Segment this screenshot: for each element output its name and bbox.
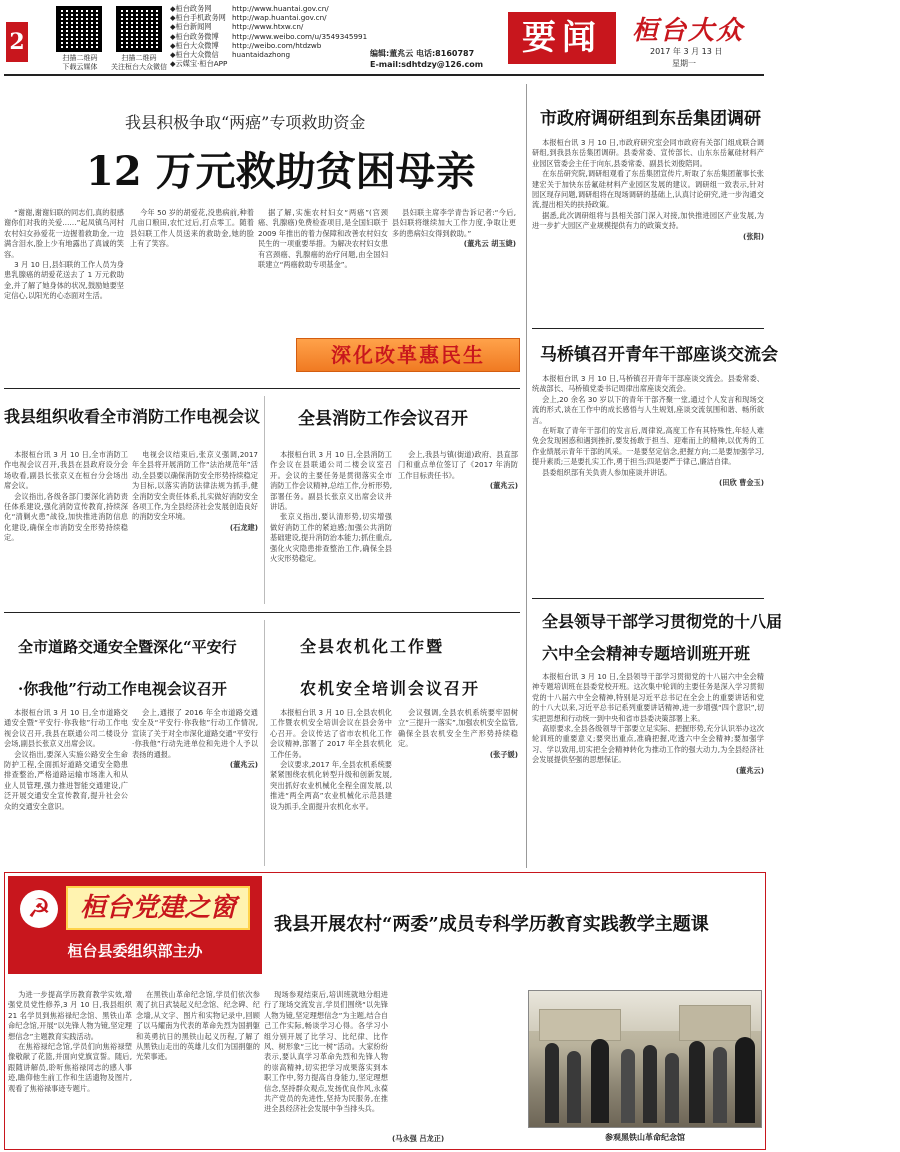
banner-shenhua: 深化改革惠民生: [296, 338, 520, 372]
a5-credit: (张子媛): [489, 749, 518, 759]
party-banner: [8, 876, 262, 974]
r3-body: [532, 672, 764, 864]
r2-headline: 马桥镇召开青年干部座谈交流会: [540, 345, 778, 365]
qr-caption: 扫描二维码: [121, 54, 157, 62]
link-item[interactable]: ◆桓台政务微博 http://www.weibo.com/u/3549345991: [170, 31, 368, 41]
masthead-rule: [4, 74, 764, 76]
r1-paragraph: 本报桓台讯 3 月 10 日,市政府研究室会同市政府有关部门组成联合调研组,到我县东岳集团调研。县委常委、宣传部长、山东东岳氟硅材料产业园区管委会主任于向东,县委常委、副县长刘俊陪同。: [532, 138, 764, 168]
a2-credit: (石龙建): [229, 522, 258, 532]
a4-paragraph: 本报桓台讯 3 月 10 日,全市道路交通安全暨“平安行·你我他”行动工作电视会议召开,我县在联通公司二楼设分会场,副县长张京义出席会议。: [4, 708, 128, 749]
page-number: 2: [6, 22, 28, 62]
r3-credit: (董兆云): [735, 765, 764, 775]
party-headline: 我县开展农村“两委”成员专科学历教育实践教学主题课: [274, 914, 709, 935]
lead-col-2: [130, 208, 254, 378]
lead-kicker: 我县积极争取“两癌”专项救助资金: [125, 113, 366, 132]
a5-paragraph: 会议强调,全县农机系统要牢固树立“三提升一落实”,加强农机安全监管,确保全县农机安全生产形势持续稳定。: [398, 708, 518, 749]
qr-code-wechat: [116, 6, 162, 52]
party-paragraph: 在黑铁山革命纪念馆,学员们依次参观了抗日武装起义纪念馆、纪念碑、纪念墙,从文字、图片和实物记录中,回顾了以马耀南为代表的革命先烈为国捐躯和英勇抗日的黑铁山起义历程,了解了从黑铁山走出的英雄儿女们为国捐躯的光荣事迹。: [136, 990, 260, 1062]
r1-paragraph: 在东岳研究院,调研组观看了东岳集团宣传片,听取了东岳集团董事长张建宏关于加快东岳氟硅材料产业园区发展的建议。调研组一致表示,针对园区现存问题,调研组将在现场调研的基础上,认真讨论研究,进一步沟通交流,提出相关的扶持政策。: [532, 169, 764, 210]
link-item[interactable]: ◆云媒宝·桓台APP: [170, 59, 228, 69]
party-col-2: [136, 990, 260, 1146]
r2-credit: (田欣 曹金玉): [718, 478, 764, 488]
section-badge: 要闻: [508, 12, 616, 64]
party-paragraph: 现场参观结束后,培训班就地分组进行了现场交流发言,学员们围绕“以先锋人物为镜,坚定理想信念”为主题,结合自己工作实际,畅谈学习心得。各学习小组分别开展了比学习、比纪律、比作风、树形象“三比一树”活动。大家纷纷表示,要认真学习革命先烈和先锋人物的崇高精神,切实把学习成果落实到本职工作中,努力提高自身能力,坚定理想信念,坚持群众观点,发扬优良作风,永葆共产党员的先进性,坚持为民服务,在推进全县经济社会发展中争当排头兵。: [264, 990, 388, 1114]
r2-paragraph: 县委组织部有关负责人参加座谈并讲话。: [542, 467, 672, 477]
a2-headline: 我县组织收看全市消防工作电视会议: [4, 407, 261, 426]
r2-paragraph: 会上,20 余名 30 岁以下的青年干部齐聚一堂,通过个人发言和现场交流的形式,谈在工作中的成长感悟与人生规划,座谈交流氛围和谐、畅所欲言。: [532, 394, 764, 425]
lead-paragraph: “谢谢,谢谢妇联的同志们,真的很感谢你们对我的关爱……”起凤镇乌河村农村妇女孙爱花一边握着救助金,一边满含泪水,脸上少有地露出了真诚的笑容。: [4, 208, 124, 259]
party-subtitle: 桓台县委组织部主办: [67, 942, 203, 960]
link-item[interactable]: ◆桓台手机政务网 http://wap.huantai.gov.cn/: [170, 13, 327, 23]
a3-col-2: [398, 450, 518, 600]
a2-paragraph: 电视会议结束后,张京义强调,2017 年全县将开展消防工作“法治规范年”活动,全县要以确保消防安全形势持续稳定为目标,以落实消防法律法规为抓手,健全消防安全责任体系,扎实做好消防安全各项工作,为全县经济社会发展创造良好的消防安全环境。: [132, 450, 258, 522]
issue-date: 2017 年 3 月 13 日: [650, 47, 723, 56]
a3-paragraph: 张京义指出,要认清形势,切实增强做好消防工作的紧迫感;加强公共消防基础建设,提升消防治本能力;抓住重点,强化火灾隐患排查整治工作,确保全县火灾形势稳定。: [270, 512, 392, 564]
a2-paragraph: 本报桓台讯 3 月 10 日,全市消防工作电视会议召开,我县在县政府设分会场收看,副县长张京义在桓台分会场出席会议。: [4, 450, 128, 491]
lead-paragraph: 3 月 10 日,县妇联的工作人员为身患乳腺癌的胡爱花送去了 1 万元救助金,并了解了她身体的状况,鼓励她要坚定信心,以阳光的心态面对生活。: [4, 260, 124, 301]
r3-paragraph: 高原要求,全县各级领导干部要立足实际、把握形势,充分认识举办这次轮训班的重要意义;要突出重点,准确把握,吃透六中全会精神;要加强学习、学以致用,切实把全会精神转化为推动工作的强大动力,为全县经济社会发展提供坚强的思想保证。: [532, 724, 764, 765]
masthead: [0, 0, 900, 82]
party-col-3: [264, 990, 388, 1146]
party-credit-box: [392, 1134, 516, 1146]
r2-body: [532, 374, 764, 596]
lead-col-1: [4, 208, 124, 378]
qr-caption: 关注桓台大众微信: [111, 63, 167, 71]
a3-credit: (董兆云): [489, 481, 518, 491]
link-list: [170, 4, 400, 68]
party-emblem-icon: ☭: [20, 890, 58, 928]
a2-col-1: [4, 450, 128, 600]
a3-paragraph: 会上,我县与镇(街道)政府、县直部门和重点单位签订了《2017 年消防工作目标责任书》。: [398, 450, 518, 480]
party-title-box: [66, 886, 250, 930]
lead-paragraph: 县妇联主席李学青告诉记者:“今后,县妇联将继续加大工作力度,争取让更多的患病妇女得到救助。”: [392, 208, 516, 238]
a4-col-1: [4, 708, 128, 864]
r1-paragraph: 据悉,此次调研组将与县相关部门深入对接,加快推进园区产业发展,为进一步扩大园区产业规模提供有力的政策支持。: [532, 210, 764, 231]
party-paragraph: 为进一步提高学历教育教学实效,增强党员党性修养,3 月 10 日,我县组织 21 名学员到焦裕禄纪念馆、黑铁山革命纪念馆,开展“以先锋人物为镜,坚定理想信念”主题教育实践活动。: [8, 990, 132, 1041]
lead-col-3: [258, 208, 388, 338]
r1-headline: 市政府调研组到东岳集团调研: [540, 109, 761, 129]
party-photo: [528, 990, 762, 1128]
party-title: 桓台党建之窗: [79, 893, 236, 923]
link-item[interactable]: ◆桓台新闻网 http://www.htxw.cn/: [170, 22, 304, 32]
a4-col-2: [132, 708, 258, 864]
party-col-1: [8, 990, 132, 1146]
party-col-4: [392, 990, 516, 1134]
paper-name: 桓台大众: [632, 16, 745, 46]
email-line: E-mail:sdhtdzy@126.com: [370, 60, 484, 69]
a4-headline: 全市道路交通安全暨深化“平安行 ·你我他”行动工作电视会议召开: [18, 638, 237, 698]
qr-code-app: [56, 6, 102, 52]
link-item[interactable]: ◆桓台大众微博 http://weibo.com/htdzwb: [170, 40, 322, 50]
a2-col-2: [132, 450, 258, 600]
issue-weekday: 星期一: [672, 59, 696, 68]
a3-col-1: [270, 450, 392, 600]
a5-col-2: [398, 708, 518, 864]
lead-col-4: [392, 208, 516, 338]
a5-col-1: [270, 708, 392, 864]
r1-body: [532, 138, 764, 324]
editor-line: 编辑:董兆云 电话:8160787: [370, 49, 475, 58]
a2-paragraph: 会议指出,各级各部门要深化消防责任体系建设,强化消防宣传教育,持续深化“清剿火患”战役,加快推进消防信息化建设,确保全市消防安全形势持续稳定。: [4, 491, 128, 543]
a5-paragraph: 会议要求,2017 年,全县农机系统要紧紧围绕农机化转型升级和创新发展,突出抓好农业机械化全程全面发展,以推进“两全两高”农业机械化示范县建设为抓手,全面提升农机化水平。: [270, 760, 392, 811]
a4-paragraph: 会上,通报了 2016 年全市道路交通安全及“平安行·你我他”行动工作情况,宣读了关于对全市深化道路交通“平安行·你我他”行动先进单位和先进个人予以表扬的通报。: [132, 708, 258, 759]
r3-paragraph: 本报桓台讯 3 月 10 日,全县领导干部学习贯彻党的十八届六中全会精神专题培训班在县委党校开班。这次集中轮训的主要任务是深入学习贯彻党的十八届六中全会精神,特别是习近平总书记在全会上的重要讲话和党的十八大以来,习近平总书记系列重要讲话精神,进一步增强“四个意识”,切实把思想和行动统一到中央和省市县委决策部署上来。: [532, 672, 764, 723]
r2-paragraph: 在听取了青年干部们的发言后,周律说,高度工作有其特殊性,年轻人难免会发现困惑和遇到挫折,要发扬敢于担当、迎难而上的精神,以优秀的工作业绩展示青年干部的风采。一是要坚定信念,把握方向;二是要加强学习,提升素质;三是要扎实工作,勇于担当;四是要严于律己,廉洁自律。: [532, 426, 764, 467]
link-item[interactable]: ◆桓台政务网 http://www.huantai.gov.cn/: [170, 4, 329, 13]
party-paragraph: 在焦裕禄纪念馆,学员们向焦裕禄塑像敬献了花篮,并面向党旗宣誓。随后,跟随讲解员,聆听焦裕禄同志的感人事迹,瞻仰他生前工作和生活遗物及图片,观看了焦裕禄事迹专题片。: [8, 1042, 132, 1093]
r2-paragraph: 本报桓台讯 3 月 10 日,马桥镇召开青年干部座谈交流会。县委常委、统战部长、马桥镇党委书记周律出席座谈交流会。: [532, 374, 764, 394]
r3-headline: 全县领导干部学习贯彻党的十八届 六中全会精神专题培训班开班: [542, 612, 783, 663]
lead-paragraph: 今年 50 岁的胡爱花,没患病前,种着几亩口粮田,农忙过后,打点零工。随着县妇联工作人员送来的救助金,她的脸上有了笑容。: [130, 208, 254, 249]
a4-paragraph: 会议指出,要深入实施公路安全生命防护工程,全面抓好道路交通安全隐患排查整治,严格道路运输市场准入和从业人员管理,强力推进智能交通建设,广泛开展交通安全宣传教育,提升社会公众的交通安全意识。: [4, 749, 128, 811]
lead-paragraph: 据了解,实施农村妇女“两癌”(宫颈癌、乳腺癌)免费检查项目,是全国妇联于 2009 年推出的着力保障和改善农村妇女民生的一项重要举措。为解决农村妇女患有宫颈癌、乳腺癌的治疗问题,由全国妇联建立“两癌救助专项基金”。: [258, 208, 388, 270]
qr-caption: 下载云媒体: [62, 63, 98, 71]
party-credit: (马永强 吕龙正): [392, 1134, 445, 1143]
a3-headline: 全县消防工作会议召开: [298, 409, 468, 429]
qr-caption: 扫描二维码: [62, 54, 98, 62]
a5-paragraph: 本报桓台讯 3 月 10 日,全县农机化工作暨农机安全培训会议在县会务中心召开。会议传达了省市农机化工作会议精神,部署了 2017 年全县农机化工作任务。: [270, 708, 392, 759]
a3-paragraph: 本报桓台讯 3 月 10 日,全县消防工作会议在县联通公司二楼会议室召开。会议的主要任务是贯彻落实全市消防工作会议精神,总结工作,分析形势,部署任务。副县长张京义出席会议并讲话。: [270, 450, 392, 512]
a4-credit: (董兆云): [229, 760, 258, 770]
lead-credit: (董兆云 胡玉婕): [463, 239, 516, 249]
photo-caption: 参观黑铁山革命纪念馆: [605, 1133, 685, 1142]
r1-credit: (张阳): [743, 231, 764, 241]
a5-headline: 全县农机化工作暨 农机安全培训会议召开: [300, 637, 481, 698]
lead-headline: 12 万元救助贫困母亲: [86, 148, 476, 195]
link-item[interactable]: ◆桓台大众微信 huantaidazhong: [170, 50, 291, 60]
